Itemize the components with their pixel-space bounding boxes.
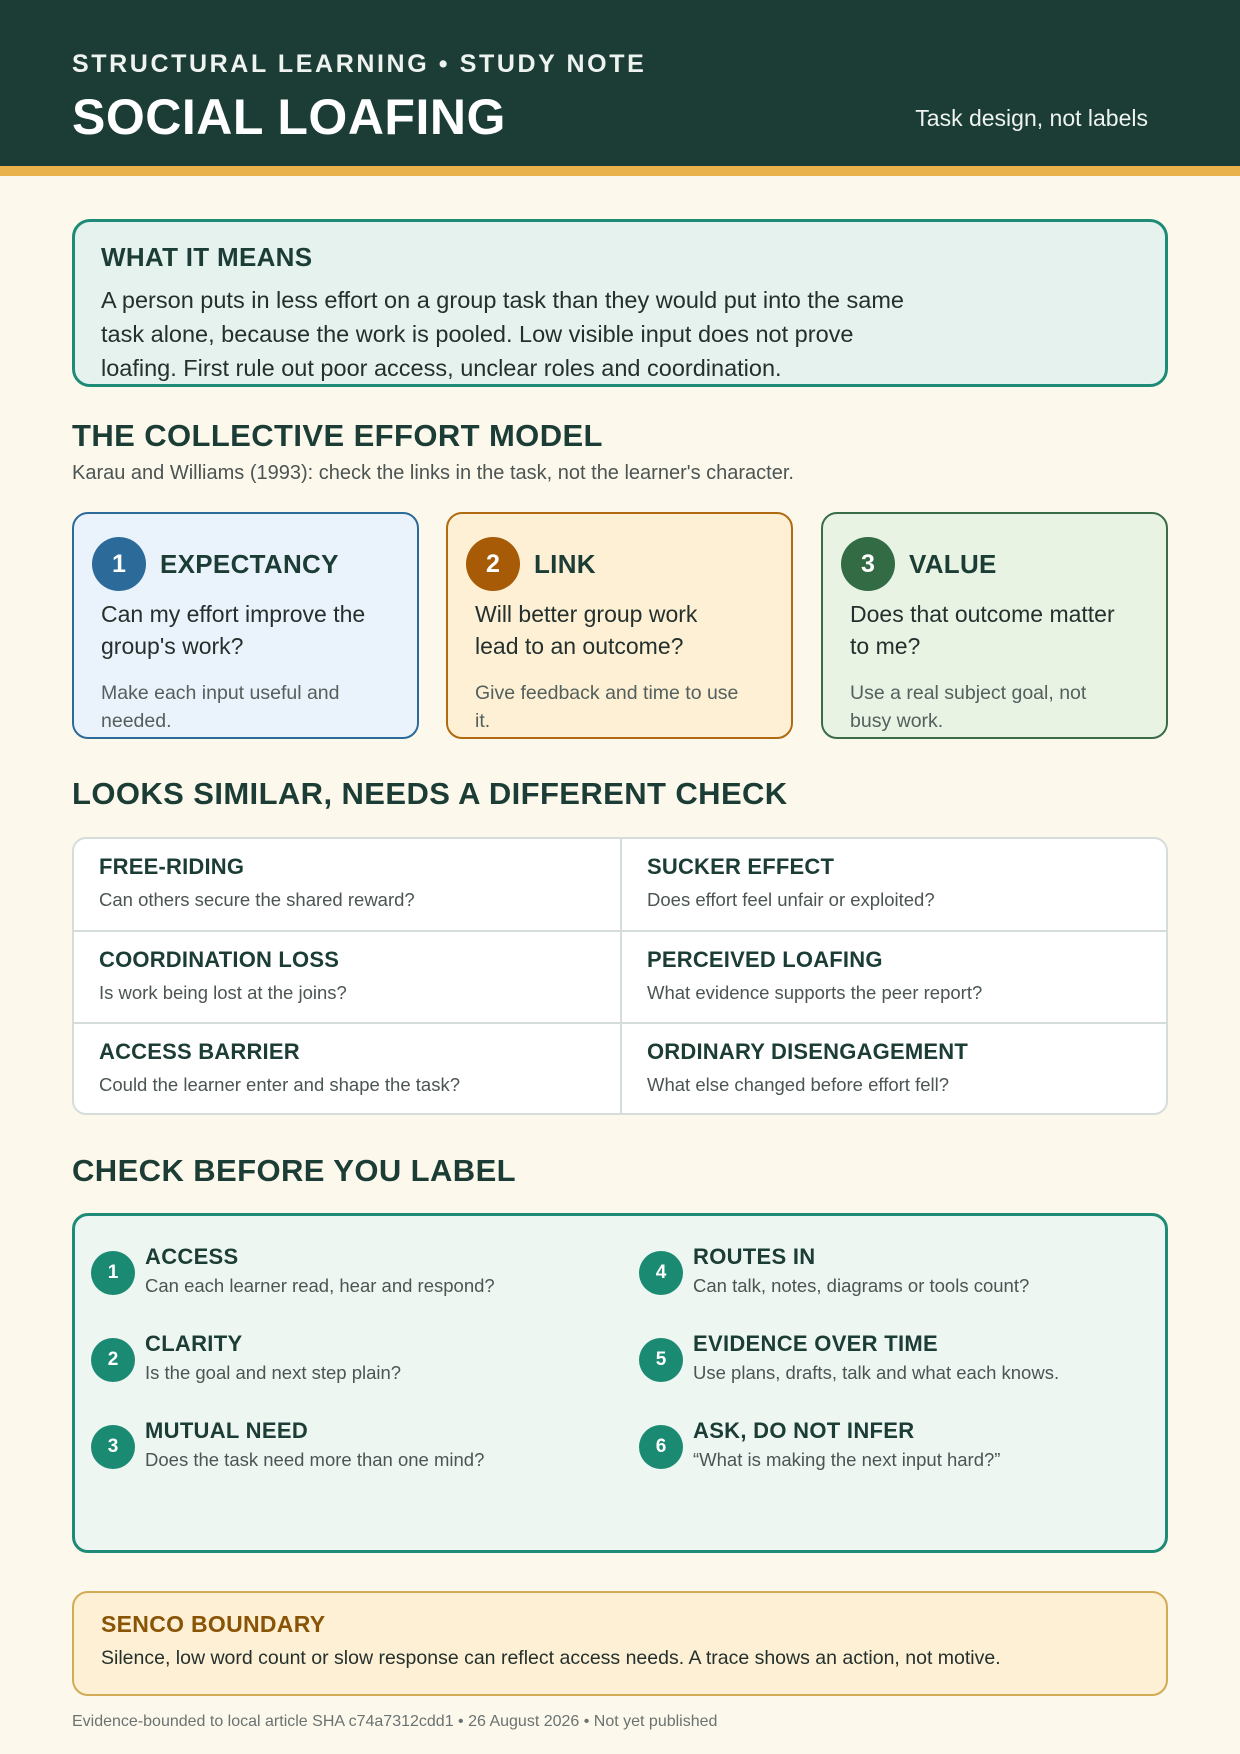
header-tagline: Task design, not labels (915, 105, 1148, 131)
similar-item-free-riding (74, 839, 621, 931)
footer-note: Evidence-bounded to local article SHA c74a7312cdd1 • 26 August 2026 • Not yet published (72, 1713, 718, 1730)
model-heading: THE COLLECTIVE EFFORT MODEL (72, 418, 603, 453)
what-it-means-box (72, 219, 1168, 387)
card-tip: Give feedback and time to use it. (475, 682, 739, 732)
check-title: MUTUAL NEED (145, 1418, 309, 1443)
check-item-evidence-over-time (623, 1328, 1123, 1398)
senco-body: Silence, low word count or slow response can reflect access needs. A trace shows an action, not motive. (101, 1647, 1001, 1669)
card-value (821, 512, 1168, 739)
card-tip: Use a real subject goal, not busy work. (850, 682, 1087, 732)
page-header (0, 0, 1240, 176)
card-number-badge: 2 (466, 537, 520, 591)
check-desc: Use plans, drafts, talk and what each knows. (693, 1362, 1060, 1383)
grid-divider (74, 1022, 1168, 1024)
check-item-clarity (75, 1328, 575, 1398)
model-subtitle: Karau and Williams (1993): check the links in the task, not the learner's character. (72, 462, 794, 484)
card-title: EXPECTANCY (160, 549, 339, 579)
similar-item-desc: Can others secure the shared reward? (99, 889, 415, 910)
card-question: Can my effort improve the group's work? (101, 601, 366, 659)
check-number-badge: 3 (91, 1425, 135, 1469)
senco-boundary-box (72, 1591, 1168, 1696)
similar-item-title: PERCEIVED LOAFING (647, 947, 883, 972)
grid-divider (620, 839, 622, 1115)
similar-heading: LOOKS SIMILAR, NEEDS A DIFFERENT CHECK (72, 776, 788, 811)
similar-item-desc: What evidence supports the peer report? (647, 982, 983, 1003)
similar-item-title: ORDINARY DISENGAGEMENT (647, 1039, 968, 1064)
header-kicker: STRUCTURAL LEARNING • STUDY NOTE (72, 50, 647, 78)
check-title: ACCESS (145, 1244, 239, 1269)
card-question: Will better group work lead to an outcome? (475, 601, 698, 659)
check-desc: “What is making the next input hard?” (693, 1449, 1001, 1470)
card-expectancy (72, 512, 419, 739)
page-title: SOCIAL LOAFING (72, 89, 506, 145)
card-title: LINK (534, 549, 596, 579)
similar-item-title: FREE-RIDING (99, 854, 245, 879)
grid-divider (74, 930, 1168, 932)
checks-heading: CHECK BEFORE YOU LABEL (72, 1153, 516, 1188)
card-question: Does that outcome matter to me? (850, 601, 1115, 659)
card-number-badge: 3 (841, 537, 895, 591)
model-cards (72, 512, 1168, 740)
card-title: VALUE (909, 549, 997, 579)
check-item-mutual-need (75, 1415, 575, 1485)
similar-item-desc: Does effort feel unfair or exploited? (647, 889, 935, 910)
check-number-badge: 1 (91, 1251, 135, 1295)
what-it-means-heading: WHAT IT MEANS (101, 242, 313, 272)
check-title: EVIDENCE OVER TIME (693, 1331, 938, 1356)
checks-box (72, 1213, 1168, 1553)
card-tip: Make each input useful and needed. (101, 682, 340, 732)
similar-item-access-barrier (74, 1024, 621, 1115)
similar-item-desc: What else changed before effort fell? (647, 1074, 950, 1095)
similar-item-desc: Is work being lost at the joins? (99, 982, 347, 1003)
check-desc: Is the goal and next step plain? (145, 1362, 402, 1383)
check-title: ROUTES IN (693, 1244, 816, 1269)
what-it-means-body: A person puts in less effort on a group task than they would put into the same task alone, because the work is pooled. Low visible input does not prove loafing. First rule out poor access, unclear roles and coordination. (101, 287, 904, 381)
check-desc: Does the task need more than one mind? (145, 1449, 485, 1470)
check-number-badge: 2 (91, 1338, 135, 1382)
similar-item-ordinary-disengagement (622, 1024, 1168, 1115)
similar-item-coordination-loss (74, 932, 621, 1024)
similar-item-title: SUCKER EFFECT (647, 854, 835, 879)
similar-item-sucker-effect (622, 839, 1168, 931)
check-item-ask-do-not-infer (623, 1415, 1123, 1485)
check-title: CLARITY (145, 1331, 243, 1356)
check-number-badge: 4 (639, 1251, 683, 1295)
check-desc: Can each learner read, hear and respond? (145, 1275, 495, 1296)
card-link (446, 512, 793, 739)
check-desc: Can talk, notes, diagrams or tools count? (693, 1275, 1030, 1296)
check-number-badge: 5 (639, 1338, 683, 1382)
similar-item-title: ACCESS BARRIER (99, 1039, 300, 1064)
similar-item-title: COORDINATION LOSS (99, 947, 340, 972)
check-title: ASK, DO NOT INFER (693, 1418, 915, 1443)
similar-item-desc: Could the learner enter and shape the task? (99, 1074, 460, 1095)
senco-heading: SENCO BOUNDARY (101, 1611, 326, 1637)
similar-item-perceived-loafing (622, 932, 1168, 1024)
check-item-routes-in (623, 1241, 1123, 1311)
check-number-badge: 6 (639, 1425, 683, 1469)
card-number-badge: 1 (92, 537, 146, 591)
check-item-access (75, 1241, 575, 1311)
similar-grid (72, 837, 1168, 1115)
